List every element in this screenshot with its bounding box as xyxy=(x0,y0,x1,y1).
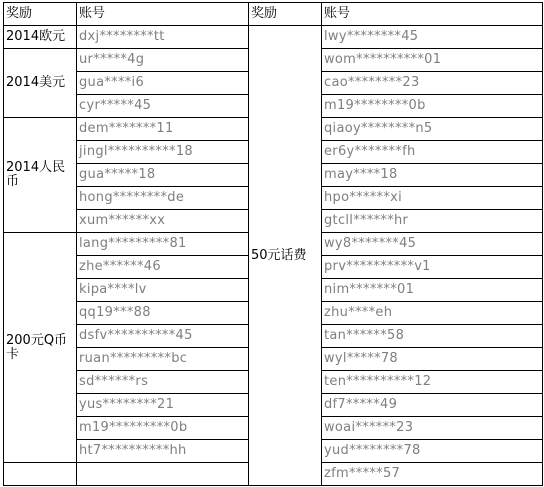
winners-table xyxy=(3,2,543,486)
winners-table-body xyxy=(4,3,543,486)
right-account-cell: wom**********01 xyxy=(322,49,543,72)
right-account-cell: hpo******xi xyxy=(322,187,543,210)
left-account-cell: kipa****lv xyxy=(77,279,249,302)
left-account-cell: yus********21 xyxy=(77,394,249,417)
left-prize-cell: 2014人民币 xyxy=(4,118,77,233)
right-account-cell: m19********0b xyxy=(322,95,543,118)
right-account-cell: wyl*****78 xyxy=(322,348,543,371)
right-account-cell: yud********78 xyxy=(322,440,543,463)
left-account-cell: gua*****18 xyxy=(77,164,249,187)
left-account-cell: dem*******11 xyxy=(77,118,249,141)
left-account-cell: m19*********0b xyxy=(77,417,249,440)
left-account-cell: ur*****4g xyxy=(77,49,249,72)
left-prize-cell: 2014美元 xyxy=(4,49,77,118)
header-row xyxy=(4,3,543,26)
right-account-cell: ten**********12 xyxy=(322,371,543,394)
right-account-cell: woai******23 xyxy=(322,417,543,440)
left-account-cell: sd******rs xyxy=(77,371,249,394)
right-account-cell: df7*****49 xyxy=(322,394,543,417)
right-account-cell: cao********23 xyxy=(322,72,543,95)
left-account-cell: dsfv**********45 xyxy=(77,325,249,348)
left-account-cell: lang*********81 xyxy=(77,233,249,256)
table-row xyxy=(4,26,543,49)
right-prize-header: 奖励 xyxy=(249,3,322,26)
right-account-cell: qiaoy********n5 xyxy=(322,118,543,141)
right-account-cell: gtcll******hr xyxy=(322,210,543,233)
right-account-cell: nim*******01 xyxy=(322,279,543,302)
left-prize-cell xyxy=(4,463,77,486)
right-account-cell: er6y*******fh xyxy=(322,141,543,164)
right-account-cell: wy8*******45 xyxy=(322,233,543,256)
left-account-cell: jingl**********18 xyxy=(77,141,249,164)
left-prize-cell: 200元Q币卡 xyxy=(4,233,77,463)
right-account-cell: tan******58 xyxy=(322,325,543,348)
left-account-cell: qq19***88 xyxy=(77,302,249,325)
right-account-cell: zhu****eh xyxy=(322,302,543,325)
left-account-cell xyxy=(77,463,249,486)
right-account-header: 账号 xyxy=(322,3,543,26)
left-account-cell: xum******xx xyxy=(77,210,249,233)
right-account-cell: lwy********45 xyxy=(322,26,543,49)
left-account-cell: ruan*********bc xyxy=(77,348,249,371)
left-prize-header: 奖励 xyxy=(4,3,77,26)
left-account-cell: dxj********tt xyxy=(77,26,249,49)
left-account-cell: ht7**********hh xyxy=(77,440,249,463)
left-account-cell: gua****i6 xyxy=(77,72,249,95)
left-account-cell: zhe******46 xyxy=(77,256,249,279)
right-account-cell: prv**********v1 xyxy=(322,256,543,279)
left-account-cell: cyr*****45 xyxy=(77,95,249,118)
left-prize-cell: 2014欧元 xyxy=(4,26,77,49)
left-account-cell: hong********de xyxy=(77,187,249,210)
right-account-cell: zfm*****57 xyxy=(322,463,543,486)
left-account-header: 账号 xyxy=(77,3,249,26)
right-account-cell: may****18 xyxy=(322,164,543,187)
right-prize-cell: 50元话费 xyxy=(249,26,322,486)
